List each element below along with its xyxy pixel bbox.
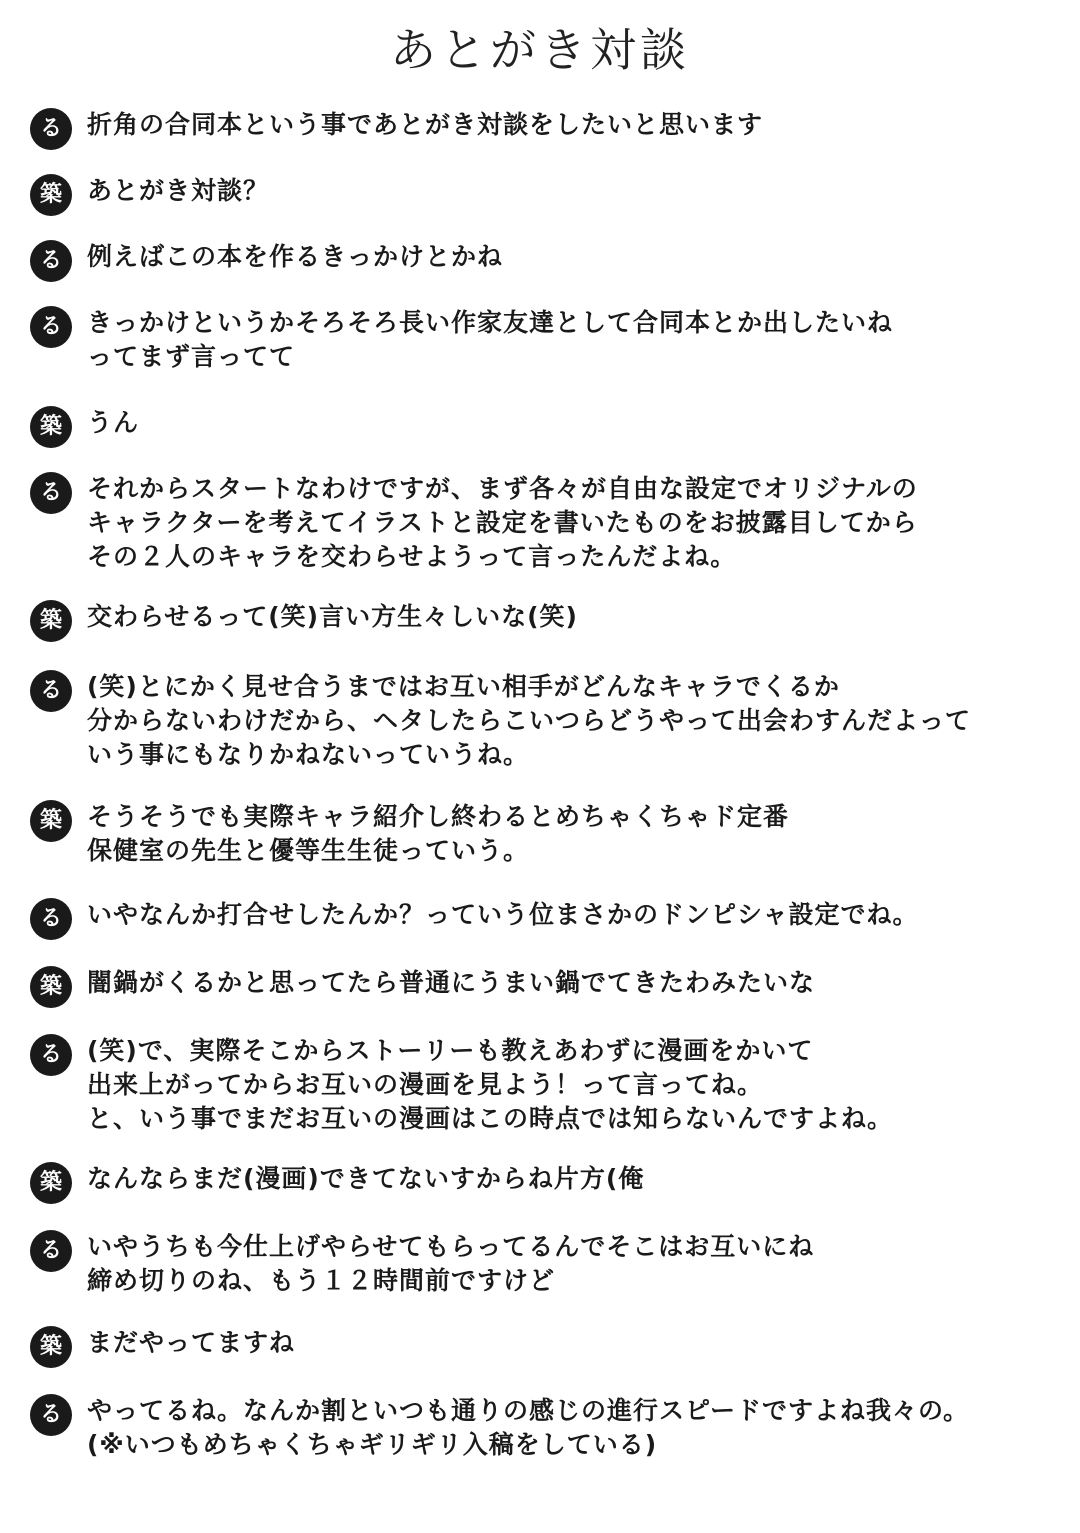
- dialogue-line: 出来上がってからお互いの漫画を見よう！って言ってね。: [87, 1070, 764, 1099]
- dialogue-line: 折角の合同本という事であとがき対談をしたいと思います: [87, 110, 764, 139]
- dialogue-line: なんならまだ(漫画)できてないすからね片方(俺: [87, 1164, 645, 1193]
- dialogue-text: [87, 1034, 893, 1136]
- speaker-badge-ru: る: [30, 898, 72, 940]
- dialogue-line: うん: [87, 408, 140, 437]
- dialogue-text: [87, 800, 789, 868]
- speaker-badge-chiku: 築: [30, 1326, 72, 1368]
- dialogue-line: 締め切りのね、もう１２時間前ですけど: [87, 1266, 556, 1295]
- dialogue-line: ってまず言ってて: [87, 342, 296, 371]
- dialogue-text: [87, 306, 893, 374]
- dialogue-line: いやうちも今仕上げやらせてもらってるんでそこはお互いにね: [87, 1232, 815, 1261]
- dialogue-text: [87, 174, 269, 208]
- dialogue-text: [87, 240, 503, 274]
- speaker-badge-ru: る: [30, 306, 72, 348]
- dialogue-line: 闇鍋がくるかと思ってたら普通にうまい鍋でてきたわみたいな: [87, 968, 816, 997]
- dialogue-line: キャラクターを考えてイラストと設定を書いたものをお披露目してから: [87, 508, 918, 537]
- dialogue-line: 交わらせるって(笑)言い方生々しいな(笑): [87, 602, 578, 631]
- dialogue-text: [87, 600, 578, 634]
- speaker-badge-ru: る: [30, 1394, 72, 1436]
- dialogue-text: [87, 1326, 295, 1360]
- speaker-badge-ru: る: [30, 670, 72, 712]
- dialogue-text: [87, 472, 918, 574]
- dialogue-line: まだやってますね: [87, 1328, 296, 1357]
- dialogue-text: [87, 108, 763, 142]
- dialogue-text: [87, 966, 815, 1000]
- dialogue-line: きっかけというかそろそろ長い作家友達として合同本とか出したいね: [87, 308, 894, 337]
- dialogue-line: (※いつもめちゃくちゃギリギリ入稿をしている): [87, 1430, 658, 1459]
- dialogue-line: いやなんか打合せしたんか？っていう位まさかのドンピシャ設定でね。: [87, 900, 919, 929]
- dialogue-line: やってるね。なんか割といつも通りの感じの進行スピードですよね我々の。: [87, 1396, 970, 1425]
- speaker-badge-ru: る: [30, 1230, 72, 1272]
- speaker-badge-ru: る: [30, 472, 72, 514]
- speaker-badge-ru: る: [30, 1034, 72, 1076]
- dialogue-text: [87, 1394, 969, 1462]
- dialogue-line: そうそうでも実際キャラ紹介し終わるとめちゃくちゃド定番: [87, 802, 790, 831]
- dialogue-text: [87, 406, 139, 440]
- dialogue-line: あとがき対談？: [87, 176, 270, 205]
- dialogue-line: その２人のキャラを交わらせようって言ったんだよね。: [87, 542, 737, 571]
- speaker-badge-chiku: 築: [30, 800, 72, 842]
- speaker-badge-chiku: 築: [30, 600, 72, 642]
- speaker-badge-chiku: 築: [30, 1162, 72, 1204]
- dialogue-line: いう事にもなりかねないっていうね。: [87, 740, 530, 769]
- dialogue-line: と、いう事でまだお互いの漫画はこの時点では知らないんですよね。: [87, 1104, 894, 1133]
- dialogue-line: 保健室の先生と優等生生徒っていう。: [87, 836, 530, 865]
- speaker-badge-chiku: 築: [30, 174, 72, 216]
- dialogue-line: (笑)とにかく見せ合うまではお互い相手がどんなキャラでくるか: [87, 672, 840, 701]
- dialogue-text: [87, 898, 919, 932]
- speaker-badge-chiku: 築: [30, 406, 72, 448]
- dialogue-line: それからスタートなわけですが、まず各々が自由な設定でオリジナルの: [87, 474, 918, 503]
- page-title: あとがき対談: [390, 23, 690, 77]
- dialogue-text: [87, 1162, 644, 1196]
- dialogue-text: [87, 1230, 814, 1298]
- dialogue-line: (笑)で、実際そこからストーリーも教えあわずに漫画をかいて: [87, 1036, 814, 1065]
- speaker-badge-ru: る: [30, 108, 72, 150]
- speaker-badge-chiku: 築: [30, 966, 72, 1008]
- dialogue-line: 分からないわけだから、ヘタしたらこいつらどうやって出会わすんだよって: [87, 706, 972, 735]
- speaker-badge-ru: る: [30, 240, 72, 282]
- dialogue-line: 例えばこの本を作るきっかけとかね: [87, 242, 504, 271]
- dialogue-text: [87, 670, 971, 772]
